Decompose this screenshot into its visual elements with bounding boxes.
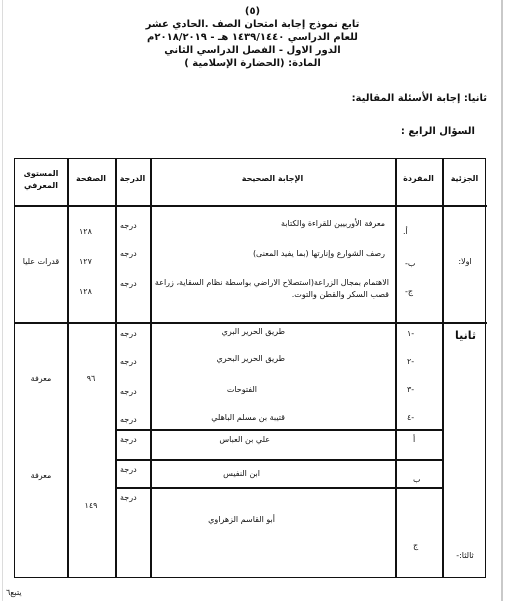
group1-row3-item: ج- xyxy=(405,287,414,296)
group3-row1-item: أ xyxy=(413,435,416,444)
group2-row2-answer: طريق الحرير البحري xyxy=(216,354,285,363)
group1-row1-answer: معرفة الأوربيين للقراءة والكتابة xyxy=(281,219,385,228)
header-item: المفردة xyxy=(403,174,434,183)
group1-row2-grade: درجه xyxy=(120,249,137,258)
footer-continued: يتبع٦ xyxy=(6,588,22,597)
group3-row1-answer: علي بن العباس xyxy=(219,435,270,444)
group2-row1-item: -١ xyxy=(407,329,415,338)
group1-row3-page: ١٢٨ xyxy=(79,287,92,296)
header-line-4: المادة: (الحضارة الإسلامية ) xyxy=(184,58,321,69)
group3-row2-grade: درجة xyxy=(120,465,137,474)
group1-row3-answer: الاهتمام بمجال الزراعة(استصلاح الاراضي بواسطة نظام السقاية، زراعة قصب السكر والقطن والتوت. xyxy=(154,278,389,299)
group2-row4-answer: قتيبة بن مسلم الباهلي xyxy=(211,413,285,422)
header-part: الجزئية xyxy=(450,174,479,183)
group1-row1-grade: درجه xyxy=(120,221,137,230)
group1-part: اولا: xyxy=(458,257,472,266)
group2-row1-grade: درجه xyxy=(120,329,137,338)
page-edge-right xyxy=(501,0,503,601)
group3-part: ثالثا:- xyxy=(456,551,474,560)
question-title: السؤال الرابع : xyxy=(400,126,475,137)
group1-row1-page: ١٢٨ xyxy=(79,227,92,236)
group3-row1-grade: درجة xyxy=(120,435,137,444)
group2-row4-item: -٤ xyxy=(407,413,415,422)
header-line-2: للعام الدراسي ١٤٣٩/١٤٤٠ هـ - ٢٠١٨/٢٠١٩م xyxy=(147,32,358,43)
header-line-1: تابع نموذج إجابة امتحان الصف .الحادي عشر xyxy=(145,19,360,30)
group3-row3-grade: درجة xyxy=(120,493,137,502)
group2-row1-answer: طريق الحرير البري xyxy=(221,327,285,336)
group1-row2-answer: رصف الشوارع وإنارتها (بما يفيد المعنى) xyxy=(252,249,385,258)
group2-row3-grade: درجه xyxy=(120,387,137,396)
group2-row2-grade: درجه xyxy=(120,357,137,366)
header-answer: الإجابة الصحيحة xyxy=(241,174,304,183)
group2-row2-item: -٢ xyxy=(407,357,415,366)
header-grade: الدرجة xyxy=(119,174,146,183)
header-page: الصفحة xyxy=(75,174,106,183)
group2-row3-item: -٣ xyxy=(407,385,415,394)
answer-table xyxy=(14,158,486,578)
group2-row3-answer: الفتوحات xyxy=(226,385,257,394)
group2-part: ثانيا xyxy=(455,329,477,342)
group2-row4-grade: درجه xyxy=(120,415,137,424)
page-number: (٥) xyxy=(244,6,261,17)
group1-row1-item: أ. xyxy=(403,227,408,236)
group3-level: معرفة xyxy=(30,471,52,480)
group3-row3-answer: أبو القاسم الزهراوي xyxy=(208,515,275,524)
header-level: المستوى المعرفي xyxy=(23,169,59,190)
page-edge-left xyxy=(2,0,3,601)
section-title: ثانيا: إجابة الأسئلة المقالية: xyxy=(351,93,487,104)
group2-level: معرفة xyxy=(30,374,52,383)
group1-row2-item: ب- xyxy=(405,259,416,268)
group1-level: قدرات عليا xyxy=(22,257,60,266)
group3-row2-answer: ابن النفيس xyxy=(223,469,260,478)
group1-row2-page: ١٢٧ xyxy=(79,257,92,266)
group2-page: ٩٦ xyxy=(86,374,96,383)
group3-row2-item: ب xyxy=(413,475,421,484)
group3-row3-item: ج xyxy=(413,541,419,550)
group1-row3-grade: درجه xyxy=(120,279,137,288)
group3-page: ١٤٩ xyxy=(84,501,98,510)
header-line-3: الدور الاول - الفصل الدراسي الثاني xyxy=(164,45,341,56)
